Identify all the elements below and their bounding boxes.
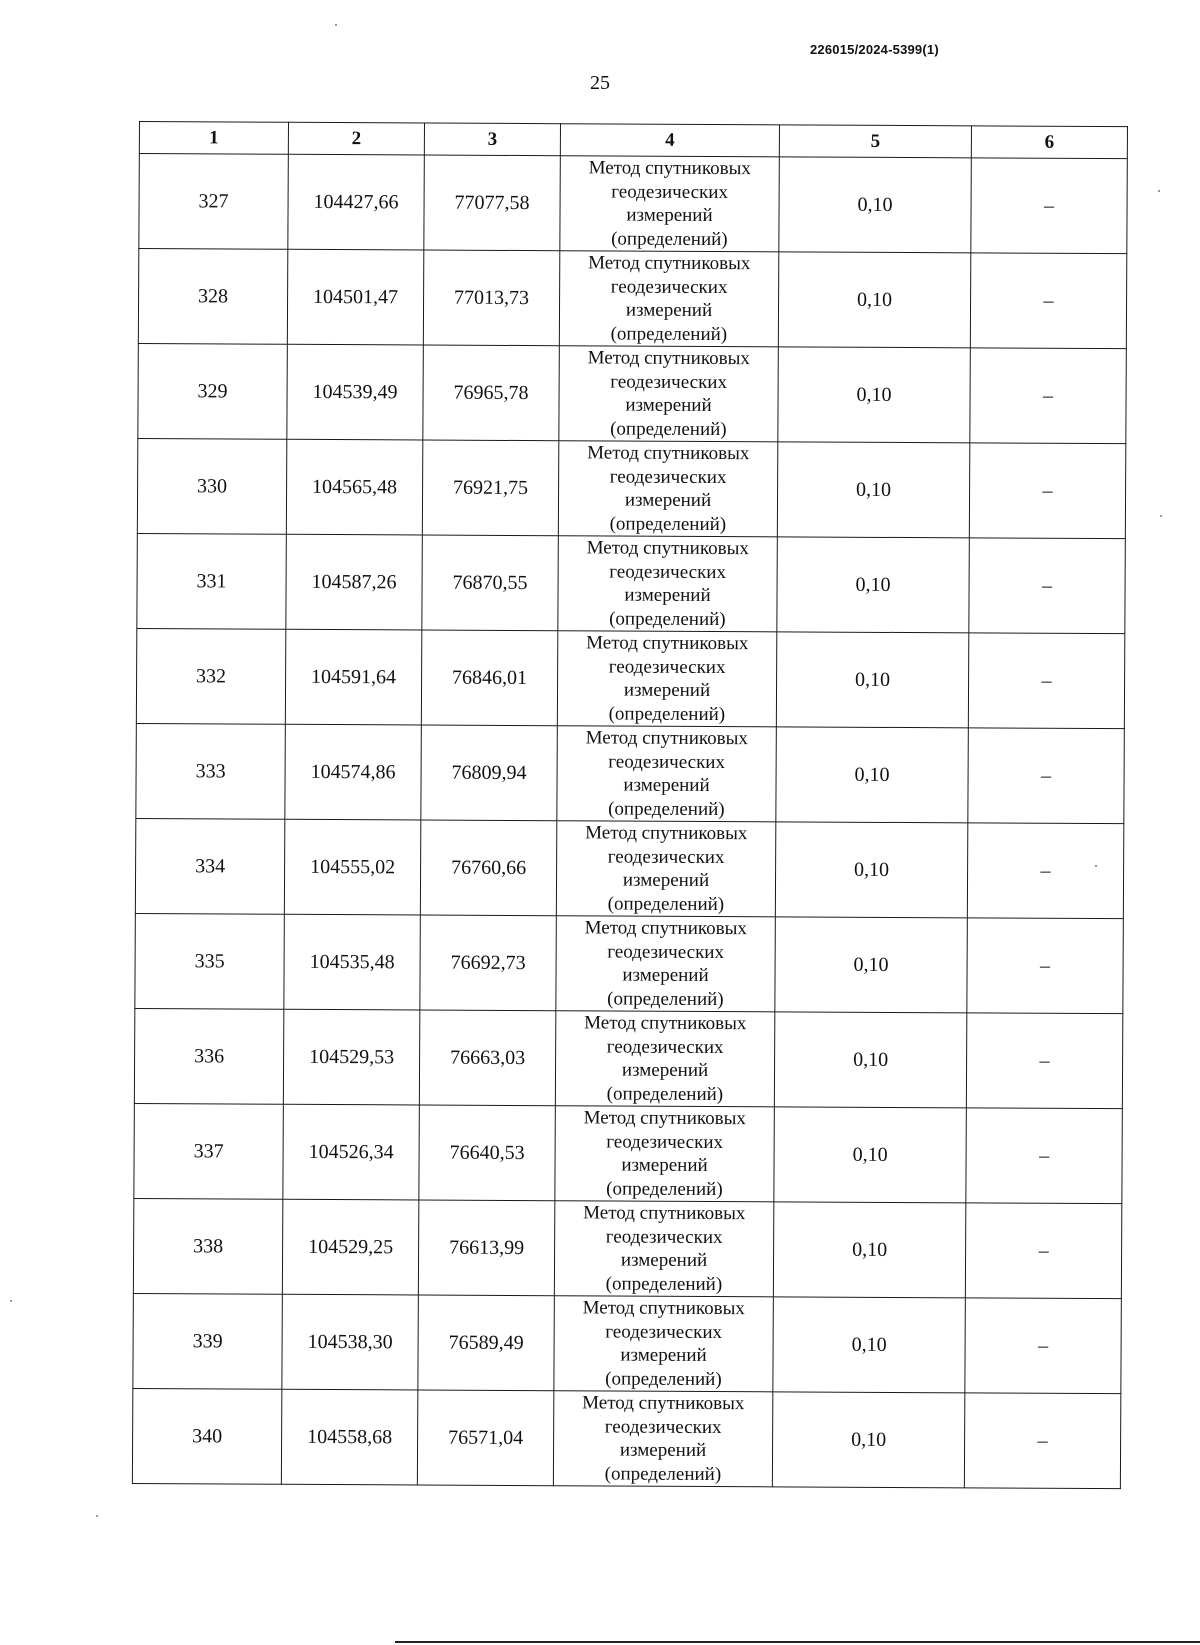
note-cell: – — [970, 253, 1126, 349]
coordinates-table — [132, 121, 1128, 1489]
method-cell — [554, 1296, 773, 1392]
method-cell — [556, 821, 775, 917]
note-cell: – — [965, 1298, 1121, 1394]
x-coordinate-cell: 104539,49 — [287, 344, 423, 440]
method-cell — [558, 441, 777, 537]
accuracy-cell: 0,10 — [776, 727, 968, 823]
y-coordinate-cell: 76809,94 — [421, 725, 557, 821]
method-line: геодезических — [610, 370, 728, 393]
page-number: 25 — [590, 72, 610, 94]
y-coordinate-cell: 77077,58 — [424, 155, 560, 251]
note-cell: – — [965, 1203, 1121, 1299]
point-number-cell: 331 — [137, 533, 286, 629]
method-line: геодезических — [605, 1225, 723, 1248]
accuracy-cell: 0,10 — [774, 1107, 966, 1203]
method-line: Метод спутниковых — [588, 157, 751, 180]
scan-speck — [96, 1515, 98, 1517]
point-number-cell: 335 — [135, 913, 284, 1009]
y-coordinate-cell: 76589,49 — [418, 1295, 554, 1391]
table-row — [137, 533, 1125, 633]
point-number-cell: 340 — [132, 1388, 281, 1484]
x-coordinate-cell: 104587,26 — [286, 534, 422, 630]
method-cell — [553, 1391, 772, 1487]
method-line: измерений — [620, 1249, 708, 1271]
method-line: геодезических — [608, 655, 726, 678]
method-line: измерений — [622, 869, 710, 891]
method-line: (определений) — [609, 512, 727, 535]
method-line: измерений — [619, 1439, 707, 1461]
point-number-cell: 327 — [139, 154, 288, 250]
method-cell — [555, 1011, 774, 1107]
y-coordinate-cell: 76692,73 — [420, 915, 556, 1011]
table-header-row — [139, 122, 1127, 159]
method-cell — [560, 156, 779, 252]
y-coordinate-cell: 76921,75 — [422, 440, 558, 536]
note-cell: – — [966, 1108, 1122, 1204]
table-row — [138, 343, 1126, 443]
method-line: геодезических — [610, 275, 728, 298]
method-cell — [554, 1201, 773, 1297]
table-row — [132, 1388, 1120, 1488]
point-number-cell: 330 — [137, 438, 286, 534]
x-coordinate-cell: 104558,68 — [281, 1389, 417, 1485]
y-coordinate-cell: 76965,78 — [423, 345, 559, 441]
scan-speck — [1095, 865, 1097, 867]
method-line: Метод спутниковых — [588, 252, 751, 275]
method-line: (определений) — [609, 607, 726, 630]
point-number-cell: 334 — [135, 818, 284, 914]
method-cell — [559, 346, 778, 442]
method-line: измерений — [622, 964, 709, 986]
y-coordinate-cell: 76571,04 — [417, 1390, 553, 1486]
point-number-cell: 339 — [133, 1293, 282, 1389]
scan-speck — [10, 1300, 12, 1302]
accuracy-cell: 0,10 — [778, 347, 970, 443]
method-line: (определений) — [605, 1367, 722, 1390]
x-coordinate-cell: 104555,02 — [284, 819, 420, 915]
accuracy-cell: 0,10 — [775, 822, 967, 918]
document-id: 226015/2024-5399(1) — [810, 42, 939, 57]
x-coordinate-cell: 104538,30 — [282, 1294, 418, 1390]
table-row — [136, 628, 1124, 728]
method-cell — [556, 916, 775, 1012]
scan-speck — [1160, 515, 1162, 517]
accuracy-cell: 0,10 — [779, 157, 971, 253]
column-header-3: 3 — [424, 123, 560, 156]
method-line: Метод спутниковых — [583, 1202, 746, 1225]
method-line: (определений) — [604, 1462, 722, 1485]
method-line: Метод спутниковых — [583, 1107, 746, 1130]
table-row — [133, 1198, 1121, 1298]
method-line: Метод спутниковых — [587, 442, 750, 465]
method-line: Метод спутниковых — [585, 727, 748, 750]
note-cell: – — [968, 728, 1124, 824]
method-line: геодезических — [607, 940, 725, 963]
point-number-cell: 333 — [136, 723, 285, 819]
scan-speck — [335, 24, 337, 26]
method-line: измерений — [620, 1344, 707, 1366]
y-coordinate-cell: 77013,73 — [423, 250, 559, 346]
method-line: геодезических — [608, 750, 726, 773]
method-line: измерений — [626, 204, 713, 227]
accuracy-cell: 0,10 — [778, 252, 970, 348]
table-body — [132, 154, 1127, 1489]
x-coordinate-cell: 104574,86 — [285, 724, 421, 820]
method-line: Метод спутниковых — [582, 1392, 745, 1415]
table-row — [138, 249, 1126, 349]
method-line: Метод спутниковых — [584, 917, 747, 940]
scan-edge-line — [395, 1641, 1200, 1643]
method-cell — [558, 536, 777, 632]
method-line: измерений — [624, 489, 712, 512]
table-row — [139, 154, 1127, 254]
method-line: геодезических — [609, 560, 727, 583]
method-line: геодезических — [606, 1035, 724, 1058]
point-number-cell: 332 — [136, 628, 285, 724]
column-header-6: 6 — [971, 126, 1127, 159]
x-coordinate-cell: 104427,66 — [288, 154, 424, 250]
accuracy-cell: 0,10 — [772, 1392, 964, 1488]
method-cell — [559, 251, 778, 347]
method-line: (определений) — [608, 797, 725, 820]
column-header-4: 4 — [560, 124, 779, 157]
x-coordinate-cell: 104591,64 — [285, 629, 421, 725]
method-line: Метод спутниковых — [586, 537, 749, 560]
method-line: геодезических — [605, 1320, 723, 1343]
x-coordinate-cell: 104526,34 — [283, 1104, 419, 1200]
y-coordinate-cell: 76846,01 — [421, 630, 557, 726]
note-cell: – — [969, 443, 1125, 539]
method-line: (определений) — [608, 702, 726, 725]
accuracy-cell: 0,10 — [775, 917, 967, 1013]
x-coordinate-cell: 104565,48 — [286, 439, 422, 535]
column-header-2: 2 — [288, 122, 424, 155]
table-row — [134, 1103, 1122, 1203]
note-cell: – — [971, 158, 1127, 254]
point-number-cell: 329 — [138, 343, 287, 439]
table-row — [134, 1008, 1122, 1108]
y-coordinate-cell: 76640,53 — [419, 1105, 555, 1201]
note-cell: – — [970, 348, 1126, 444]
x-coordinate-cell: 104535,48 — [284, 914, 420, 1010]
method-line: (определений) — [610, 322, 728, 345]
method-line: геодезических — [604, 1415, 722, 1438]
accuracy-cell: 0,10 — [773, 1297, 965, 1393]
note-cell: – — [966, 1013, 1122, 1109]
note-cell: – — [964, 1393, 1120, 1489]
accuracy-cell: 0,10 — [774, 1012, 966, 1108]
x-coordinate-cell: 104501,47 — [287, 249, 423, 345]
method-line: Метод спутниковых — [585, 822, 748, 845]
method-line: (определений) — [607, 892, 725, 915]
method-line: (определений) — [607, 987, 724, 1010]
method-line: измерений — [621, 1059, 709, 1081]
accuracy-cell: 0,10 — [773, 1202, 965, 1298]
note-cell: – — [967, 918, 1123, 1014]
x-coordinate-cell: 104529,25 — [282, 1199, 418, 1295]
method-line: (определений) — [605, 1272, 723, 1295]
table-row — [136, 723, 1124, 823]
y-coordinate-cell: 76870,55 — [422, 535, 558, 631]
table-row — [137, 438, 1125, 538]
method-cell — [557, 726, 776, 822]
method-line: измерений — [625, 394, 712, 417]
method-line: Метод спутниковых — [584, 1012, 747, 1035]
note-cell: – — [968, 633, 1124, 729]
table-row — [135, 818, 1123, 918]
point-number-cell: 338 — [133, 1198, 282, 1294]
column-header-1: 1 — [139, 122, 288, 155]
point-number-cell: 337 — [134, 1103, 283, 1199]
method-line: геодезических — [611, 180, 729, 203]
method-line: геодезических — [607, 845, 725, 868]
x-coordinate-cell: 104529,53 — [283, 1009, 419, 1105]
note-cell: – — [969, 538, 1125, 634]
y-coordinate-cell: 76613,99 — [418, 1200, 554, 1296]
table-row — [135, 913, 1123, 1013]
method-line: (определений) — [611, 227, 728, 250]
accuracy-cell: 0,10 — [776, 632, 968, 728]
accuracy-cell: 0,10 — [777, 442, 969, 538]
method-line: геодезических — [609, 465, 727, 488]
method-cell — [557, 631, 776, 727]
table-row — [133, 1293, 1121, 1393]
method-line: измерений — [624, 584, 711, 606]
column-header-5: 5 — [779, 125, 971, 158]
method-cell — [555, 1106, 774, 1202]
method-line: Метод спутниковых — [582, 1297, 745, 1320]
y-coordinate-cell: 76760,66 — [420, 820, 556, 916]
point-number-cell: 336 — [134, 1008, 283, 1104]
method-line: измерений — [623, 679, 711, 701]
accuracy-cell: 0,10 — [777, 537, 969, 633]
method-line: измерений — [621, 1154, 708, 1176]
method-line: измерений — [623, 774, 710, 796]
method-line: (определений) — [606, 1082, 724, 1105]
method-line: (определений) — [610, 417, 727, 440]
method-line: геодезических — [606, 1130, 724, 1153]
y-coordinate-cell: 76663,03 — [419, 1010, 555, 1106]
note-cell: – — [967, 823, 1123, 919]
scan-speck — [1158, 190, 1160, 192]
method-line: Метод спутниковых — [587, 347, 750, 370]
method-line: измерений — [625, 299, 713, 322]
method-line: Метод спутниковых — [586, 632, 749, 655]
method-line: (определений) — [606, 1177, 723, 1200]
point-number-cell: 328 — [138, 249, 287, 345]
